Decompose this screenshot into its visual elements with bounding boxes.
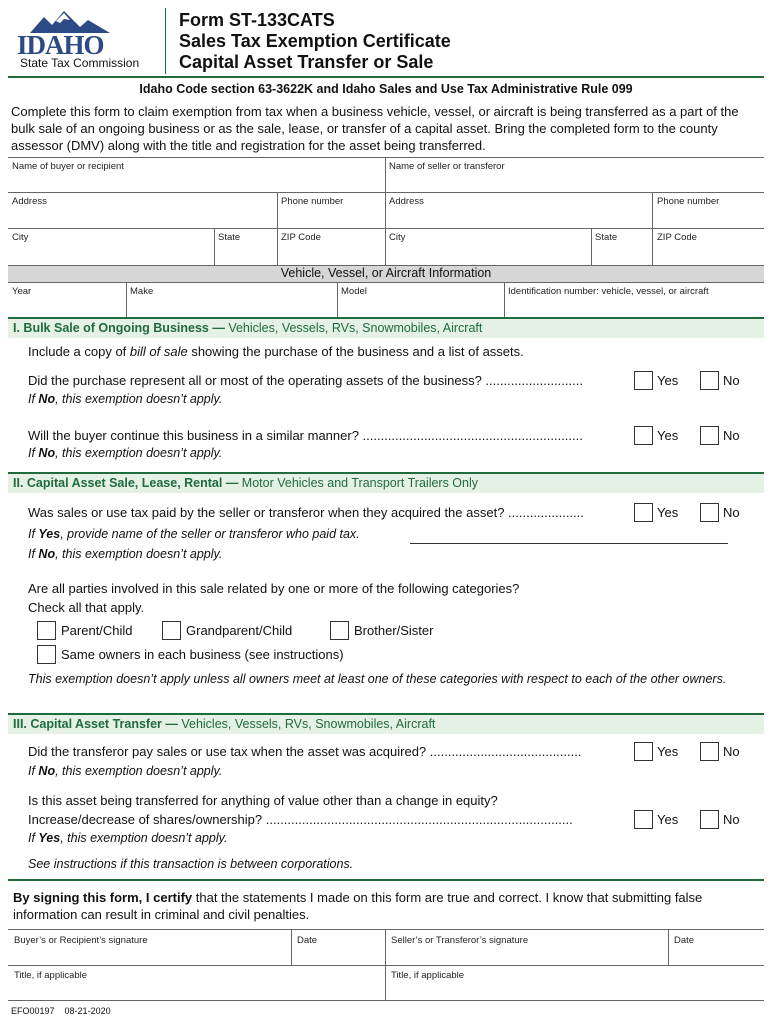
logo-subtitle: State Tax Commission — [20, 56, 140, 70]
certify-rule — [8, 879, 764, 881]
form-number: Form ST-133CATS — [179, 10, 335, 30]
s3-q1-no-checkbox[interactable] — [700, 742, 719, 761]
no-label: No — [723, 505, 740, 520]
grid-line — [591, 228, 592, 265]
s2-q1-yes-checkbox[interactable] — [634, 503, 653, 522]
s2-q2-text: Are all parties involved in this sale related by one or more of the following categories? — [28, 581, 520, 596]
seller-zip-field[interactable]: ZIP Code — [657, 232, 697, 243]
grid-line — [8, 192, 764, 193]
yes-label: Yes — [657, 812, 679, 827]
s1-q2-note: If No, this exemption doesn’t apply. — [28, 446, 223, 460]
s3-q2-text-line1: Is this asset being transferred for anything of value other than a change in equity? — [28, 793, 498, 808]
form-title-line2: Capital Asset Transfer or Sale — [179, 52, 434, 72]
seller-signature-field[interactable]: Seller’s or Transferor’s signature — [391, 935, 529, 946]
grid-line — [214, 228, 215, 265]
grid-line — [337, 283, 338, 317]
make-field[interactable]: Make — [130, 286, 154, 297]
section2-title: II. Capital Asset Sale, Lease, Rental — Motor Vehicles and Transport Trailers Only — [13, 476, 479, 490]
s1-q1-text: Did the purchase represent all or most of the operating assets of the business? ........................... — [28, 373, 583, 388]
logo-wordmark: IDAHO — [17, 30, 104, 60]
s2-q2-check-note: Check all that apply. — [28, 600, 145, 615]
s3-q1-yes-checkbox[interactable] — [634, 742, 653, 761]
s1-q1-yes-checkbox[interactable] — [634, 371, 653, 390]
tax-payer-name-input[interactable] — [410, 543, 728, 544]
grid-line — [385, 157, 386, 265]
seller-address-field[interactable]: Address — [389, 196, 424, 207]
form-title-line1: Sales Tax Exemption Certificate — [179, 31, 451, 51]
grid-line — [126, 283, 127, 317]
header-rule — [8, 76, 764, 78]
id-number-field[interactable]: Identification number: vehicle, vessel, or aircraft — [508, 286, 709, 297]
buyer-title-field[interactable]: Title, if applicable — [14, 970, 88, 981]
buyer-zip-field[interactable]: ZIP Code — [281, 232, 321, 243]
no-label: No — [723, 428, 740, 443]
yes-label: Yes — [657, 505, 679, 520]
model-field[interactable]: Model — [341, 286, 367, 297]
seller-name-field[interactable]: Name of seller or transferor — [389, 161, 505, 172]
grid-line — [8, 157, 764, 158]
yes-label: Yes — [657, 428, 679, 443]
grid-line — [385, 929, 386, 1000]
s1-q1-no-checkbox[interactable] — [700, 371, 719, 390]
grid-line — [8, 1000, 764, 1001]
s1-q2-text: Will the buyer continue this business in a similar manner? ............................................................. — [28, 428, 583, 443]
s1-q2-yes-checkbox[interactable] — [634, 426, 653, 445]
s2-q1-yes-note: If Yes, provide name of the seller or transferor who paid tax. — [28, 527, 360, 541]
s3-q1-note: If No, this exemption doesn’t apply. — [28, 764, 223, 778]
grandparent-child-label: Grandparent/Child — [186, 623, 293, 638]
legal-citation: Idaho Code section 63-3622K and Idaho Sales and Use Tax Administrative Rule 099 — [139, 82, 633, 96]
s3-q2-text-line2: Increase/decrease of shares/ownership? ..................................................................................... — [28, 812, 573, 827]
s3-q2-no-checkbox[interactable] — [700, 810, 719, 829]
buyer-phone-field[interactable]: Phone number — [281, 196, 344, 207]
parent-child-label: Parent/Child — [61, 623, 133, 638]
grid-line — [668, 929, 669, 965]
same-owners-label: Same owners in each business (see instructions) — [61, 647, 344, 662]
s2-q1-no-note: If No, this exemption doesn’t apply. — [28, 547, 223, 561]
buyer-city-field[interactable]: City — [12, 232, 29, 243]
seller-city-field[interactable]: City — [389, 232, 406, 243]
brother-sister-checkbox[interactable] — [330, 621, 349, 640]
year-field[interactable]: Year — [12, 286, 32, 297]
s1-q2-no-checkbox[interactable] — [700, 426, 719, 445]
grid-line — [291, 929, 292, 965]
grid-line — [8, 965, 764, 966]
buyer-signature-field[interactable]: Buyer’s or Recipient’s signature — [14, 935, 148, 946]
same-owners-checkbox[interactable] — [37, 645, 56, 664]
grid-line — [504, 283, 505, 317]
intro-paragraph: Complete this form to claim exemption from tax when a business vehicle, vessel, or aircraft is being transferred as a part of the bulk sale of an ongoing business or as the sale, lease, or transfer of a capital asset. Bring the completed form to the county assessor (DMV) along with the title and registration for the asset being transferred. — [11, 104, 739, 153]
buyer-state-field[interactable]: State — [218, 232, 241, 243]
s2-exemption-note: This exemption doesn’t apply unless all owners meet at least one of these categories with respect to each of the other owners. — [28, 672, 727, 686]
header-divider — [165, 8, 166, 74]
grid-line — [8, 929, 764, 930]
certification-text: By signing this form, I certify that the statements I made on this form are true and correct. I know that submitting false information can result in criminal and civil penalties. — [13, 890, 703, 922]
section1-title: I. Bulk Sale of Ongoing Business — Vehicles, Vessels, RVs, Snowmobiles, Aircraft — [13, 321, 483, 335]
seller-phone-field[interactable]: Phone number — [657, 196, 720, 207]
form-footer: EFO00197 08-21-2020 — [11, 1006, 111, 1016]
brother-sister-label: Brother/Sister — [354, 623, 434, 638]
parent-child-checkbox[interactable] — [37, 621, 56, 640]
vehicle-info-heading: Vehicle, Vessel, or Aircraft Information — [280, 266, 492, 280]
s1-q1-note: If No, this exemption doesn’t apply. — [28, 392, 223, 406]
seller-date-field[interactable]: Date — [674, 935, 695, 946]
bill-of-sale-instruction: Include a copy of bill of sale showing the purchase of the business and a list of assets. — [28, 344, 524, 359]
s3-corporations-note: See instructions if this transaction is between corporations. — [28, 857, 354, 871]
grid-line — [8, 228, 764, 229]
no-label: No — [723, 373, 740, 388]
buyer-address-field[interactable]: Address — [12, 196, 47, 207]
grid-line — [652, 192, 653, 265]
yes-label: Yes — [657, 744, 679, 759]
s2-q1-text: Was sales or use tax paid by the seller or transferor when they acquired the asset? ..................... — [28, 505, 584, 520]
no-label: No — [723, 812, 740, 827]
s3-q2-yes-checkbox[interactable] — [634, 810, 653, 829]
seller-title-field[interactable]: Title, if applicable — [391, 970, 465, 981]
yes-label: Yes — [657, 373, 679, 388]
s3-q2-note: If Yes, this exemption doesn’t apply. — [28, 831, 228, 845]
s2-q1-no-checkbox[interactable] — [700, 503, 719, 522]
section3-title: III. Capital Asset Transfer — Vehicles, Vessels, RVs, Snowmobiles, Aircraft — [13, 717, 436, 731]
buyer-name-field[interactable]: Name of buyer or recipient — [12, 161, 124, 172]
no-label: No — [723, 744, 740, 759]
seller-state-field[interactable]: State — [595, 232, 618, 243]
s3-q1-text: Did the transferor pay sales or use tax when the asset was acquired? .......................................... — [28, 744, 582, 759]
buyer-date-field[interactable]: Date — [297, 935, 318, 946]
grid-line — [277, 192, 278, 265]
grandparent-child-checkbox[interactable] — [162, 621, 181, 640]
